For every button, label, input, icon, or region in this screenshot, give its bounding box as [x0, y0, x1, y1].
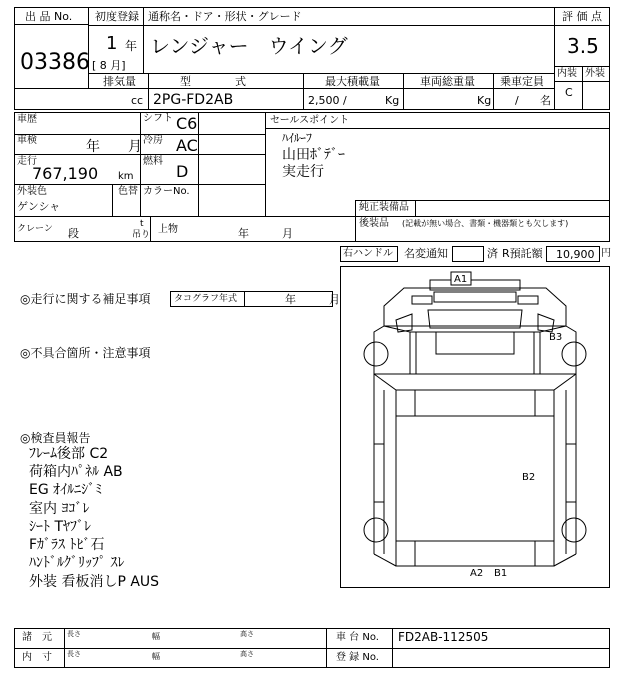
- model-label: 通称名・ドア・形状・グレード: [148, 10, 302, 23]
- inspector-item-8: 外装 看板消しP AUS: [29, 574, 160, 590]
- capacity-label: 乗車定員: [500, 75, 544, 88]
- name-change-box: [452, 246, 484, 262]
- crane-step: 段: [68, 227, 79, 240]
- tacho-value: 年 月: [285, 293, 340, 306]
- exterior-label: 外装: [585, 68, 605, 79]
- score-label: 評 価 点: [562, 10, 602, 23]
- lot-no-label: 出 品 No.: [25, 10, 73, 23]
- reg-year-unit: 年: [125, 39, 138, 53]
- shift-value: C6: [176, 114, 198, 133]
- defects-label: ◎不具合箇所・注意事項: [20, 346, 151, 360]
- name-change-label: 名変通知: [404, 247, 448, 260]
- crane-ton: t: [140, 219, 144, 229]
- kg-unit-1: Kg: [385, 94, 400, 107]
- recycle-unit: 円: [601, 248, 611, 259]
- name-change-value: 済: [487, 247, 498, 260]
- truck-diagram: [340, 266, 610, 588]
- inspector-item-5: ｼｰﾄ Tﾔﾌﾞﾚ: [29, 519, 92, 535]
- kg-unit-2: Kg: [477, 94, 492, 107]
- mark-b1: B1: [494, 568, 508, 579]
- inspector-item-6: Fｶﾞﾗｽ ﾄﾋﾞ石: [29, 537, 105, 553]
- genuine-label: 純正装備品: [359, 202, 409, 213]
- mark-a2: A2: [470, 568, 484, 579]
- mark-b2: B2: [522, 472, 536, 483]
- length-label-2: 長さ: [67, 650, 81, 658]
- color-no-label: カラーNo.: [143, 186, 190, 197]
- shoen-label: 諸 元: [22, 632, 52, 643]
- aftermarket-label: 後装品: [359, 218, 389, 229]
- height-label-1: 高さ: [240, 630, 254, 638]
- fuel-value: D: [176, 162, 189, 181]
- inspector-item-2: 荷箱内ﾊﾟﾈﾙ AB: [29, 464, 123, 480]
- inspection-value: 年 月: [86, 139, 142, 155]
- upper-value: 年 月: [238, 227, 293, 240]
- right-hand-label: 右ハンドル: [343, 248, 393, 259]
- driving-notes-label: ◎走行に関する補足事項: [20, 292, 151, 306]
- color-change-label: 色替: [118, 186, 138, 197]
- inspector-item-7: ﾊﾝﾄﾞﾙｸﾞﾘｯﾌﾟ ｽﾚ: [29, 555, 125, 571]
- upper-label: 上物: [158, 224, 178, 235]
- ac-value: AC: [176, 136, 198, 155]
- inspection-label: 車検: [17, 135, 37, 146]
- interior-label: 内装: [557, 68, 577, 79]
- sales-point-2: 山田ﾎﾞﾃﾞｰ: [282, 147, 345, 163]
- car-name: レンジャー ウイング: [150, 34, 348, 58]
- sales-point-1: ﾊｲﾙｰﾌ: [282, 131, 313, 145]
- tacho-label: タコグラフ年式: [174, 294, 238, 304]
- sales-point-label: セールスポイント: [270, 115, 350, 126]
- displacement-unit: cc: [131, 94, 144, 107]
- inspector-item-4: 室内 ﾖｺﾞﾚ: [29, 501, 90, 517]
- crane-label: クレーン: [17, 224, 53, 234]
- reg-no-label: 登 録 No.: [336, 652, 379, 663]
- max-load-label: 最大積載量: [325, 75, 380, 88]
- mark-b3: B3: [549, 332, 563, 343]
- color-value: ゲンシャ: [17, 200, 61, 213]
- shift-label: シフト: [143, 113, 173, 124]
- mileage-label: 走行: [17, 156, 37, 167]
- naisun-label: 内 寸: [22, 652, 52, 663]
- width-label-2: 幅: [152, 652, 160, 661]
- gross-weight-label: 車両総重量: [420, 75, 475, 88]
- type-value: 2PG-FD2AB: [153, 92, 234, 108]
- reg-year: 1: [106, 33, 118, 54]
- mark-a1: A1: [454, 274, 468, 285]
- first-reg-label: 初度登録: [95, 10, 139, 23]
- max-load-value: 2,500 /: [308, 94, 347, 107]
- crane-hang: 吊り: [132, 230, 151, 240]
- recycle-value: 10,900: [556, 248, 595, 261]
- inspector-item-1: ﾌﾚｰﾑ後部 C2: [29, 446, 109, 462]
- interior-grade: C: [565, 86, 573, 99]
- height-label-2: 高さ: [240, 650, 254, 658]
- inspector-label: ◎検査員報告: [20, 431, 91, 445]
- score-value: 3.5: [567, 34, 599, 58]
- capacity-value: /: [515, 94, 519, 107]
- recycle-label: R預託額: [502, 247, 543, 260]
- aftermarket-note: (記載が無い場合、書類・機器類とも欠します): [402, 219, 569, 228]
- displacement-label: 排気量: [103, 75, 136, 88]
- length-label-1: 長さ: [67, 630, 81, 638]
- history-label: 車歴: [17, 114, 37, 125]
- color-label: 外装色: [17, 186, 47, 197]
- fuel-label: 燃料: [143, 156, 163, 167]
- type-label: 型 式: [180, 75, 246, 88]
- lot-no: 03386: [20, 50, 90, 75]
- chassis-label: 車 台 No.: [336, 632, 379, 643]
- reg-month: [ 8 月]: [92, 59, 126, 72]
- inspector-item-3: EG ｵｲﾙﾆｼﾞﾐ: [29, 482, 103, 498]
- sales-point-3: 実走行: [282, 164, 324, 180]
- mileage-value: 767,190: [32, 164, 99, 183]
- chassis-value: FD2AB-112505: [398, 630, 489, 644]
- ac-label: 冷房: [143, 135, 163, 146]
- capacity-unit: 名: [540, 94, 551, 107]
- width-label-1: 幅: [152, 632, 160, 641]
- mileage-unit: km: [118, 171, 134, 182]
